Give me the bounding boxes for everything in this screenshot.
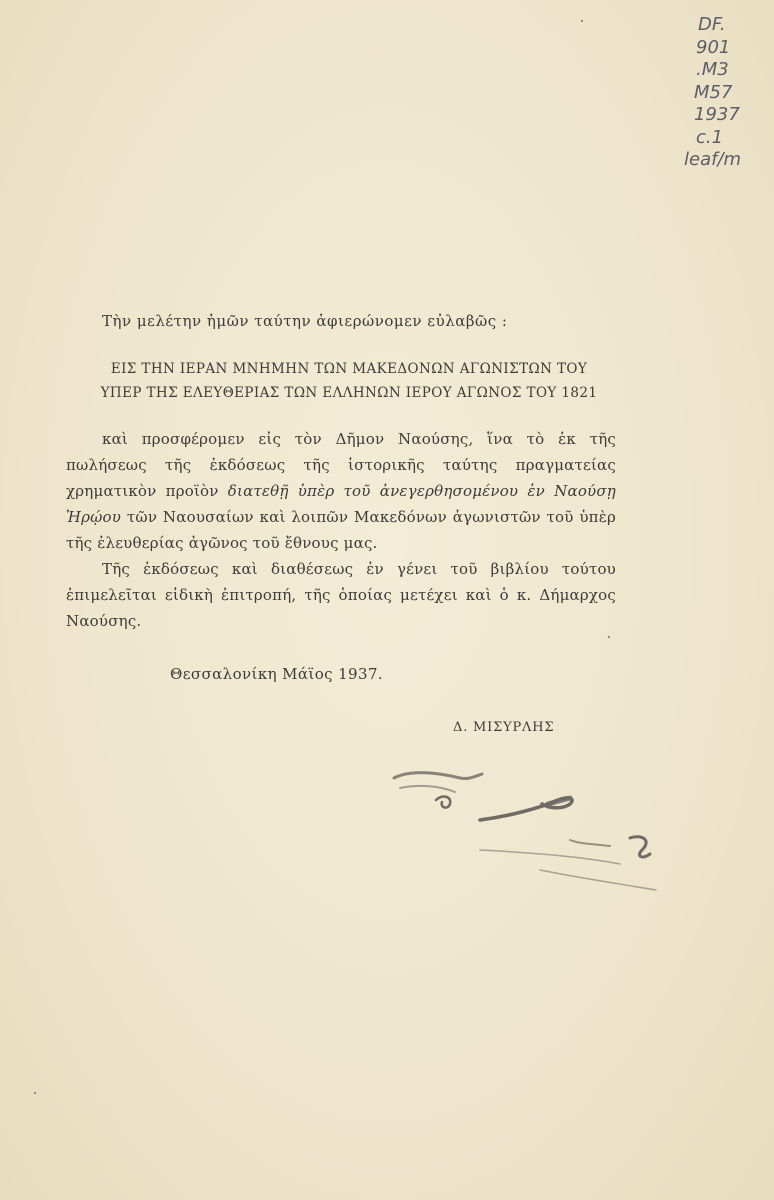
call-number-line: 901: [696, 36, 731, 58]
body-paragraph: [66, 426, 616, 556]
paper-speck: [608, 636, 610, 638]
call-number-line: DF.: [698, 14, 726, 35]
heading-line: ΕΙΣ ΤΗΝ ΙΕΡΑΝ ΜΝΗΜΗΝ ΤΩΝ ΜΑΚΕΔΟΝΩΝ ΑΓΩΝΙΣΤΩΝ ΤΟΥ: [110, 361, 588, 377]
paper-speck: [34, 1092, 36, 1094]
call-number-line: 1937: [694, 104, 740, 125]
paragraph-italic-text: διατεθῇ ὑπὲρ τοῦ ἀνεγερθησομένου ἐν Ναούσῃ Ἡρῴου: [66, 482, 616, 526]
paragraph-text: καὶ προσφέρομεν εἰς τὸν Δῆμον Ναούσης, ἵνα τὸ ἐκ τῆς πωλήσεως τῆς ἐκδόσεως τῆς ἱστορικῆς ταύτης πραγματείας χρηματικὸν προϊὸν: [66, 430, 616, 500]
heading-line: ΥΠΕΡ ΤΗΣ ΕΛΕΥΘΕΡΙΑΣ ΤΩΝ ΕΛΛΗΝΩΝ ΙΕΡΟΥ ΑΓΩΝΟΣ ΤΟΥ 1821: [100, 385, 598, 401]
library-call-number: [676, 14, 741, 172]
paragraph-text: τῶν Ναουσαίων καὶ λοιπῶν Μακεδόνων ἀγωνιστῶν τοῦ ὑπὲρ τῆς ἐλευθερίας ἀγῶνος τοῦ ἔθνους μας.: [66, 508, 616, 552]
handwritten-signature: [380, 758, 680, 898]
call-number-line: .M3: [696, 59, 729, 80]
dedication-heading: [84, 357, 614, 405]
paper-speck: [581, 20, 583, 22]
body-text: [66, 426, 616, 634]
dedication-line: Τὴν μελέτην ἡμῶν ταύτην ἀφιερώνομεν εὐλαβῶς :: [102, 312, 508, 330]
place-date: Θεσσαλονίκη Μάϊος 1937.: [170, 665, 384, 683]
body-paragraph: Τῆς ἐκδόσεως καὶ διαθέσεως ἐν γένει τοῦ βιβλίου τούτου ἐπιμελεῖται εἰδικὴ ἐπιτροπή, τῆς ὁποίας μετέχει καὶ ὁ κ. Δήμαρχος Ναούσης.: [66, 560, 616, 630]
call-number-line: leaf/m: [684, 149, 742, 170]
call-number-line: c.1: [696, 126, 724, 148]
author-name: Δ. ΜΙΣΥΡΛΗΣ: [453, 720, 555, 735]
call-number-line: M57: [694, 81, 733, 103]
